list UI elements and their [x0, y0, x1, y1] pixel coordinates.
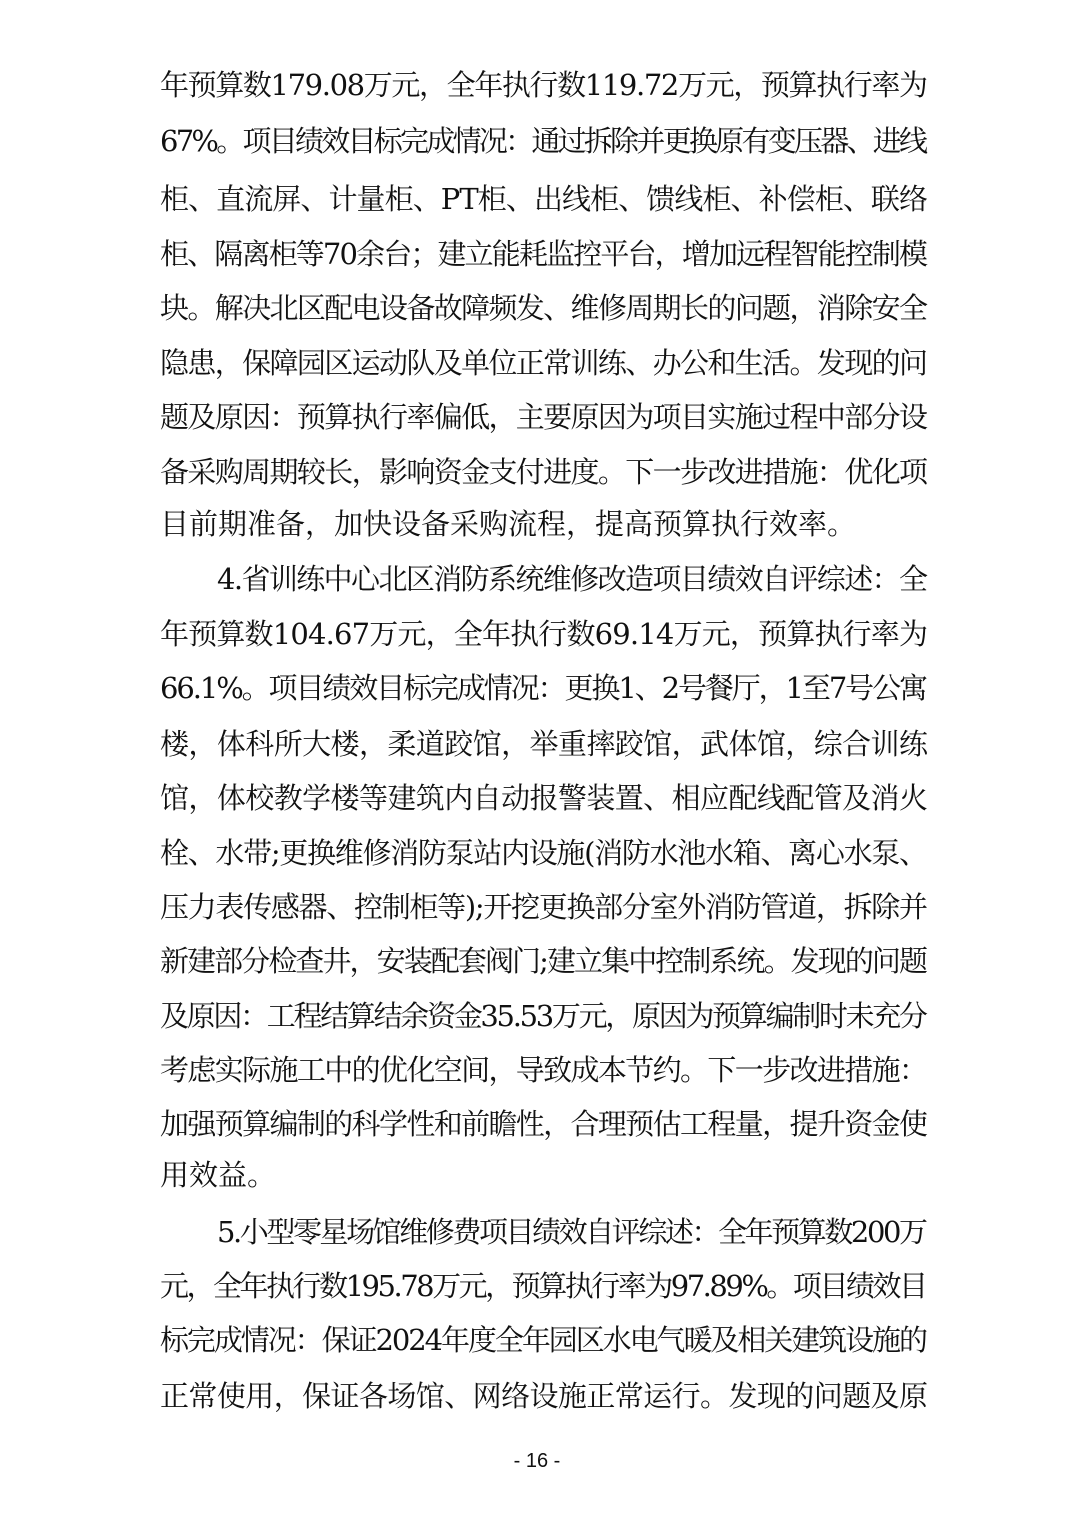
text-line-content: 4.省训练中心北区消防系统维修改造项目绩效自评综述：全 — [217, 562, 927, 596]
text-line-content: 正常使用，保证各场馆、网络设施正常运行。发现的问题及原 — [160, 1379, 928, 1413]
text-line-content: 标完成情况：保证2024年度全年园区水电气暖及相关建筑设施的 — [160, 1323, 926, 1357]
text-line — [0, 1043, 1074, 1097]
text-line-content: 栓、水带;更换维修消防泵站内设施(消防水池水箱、离心水泵、 — [160, 836, 927, 870]
text-line — [0, 717, 1074, 771]
text-line — [0, 227, 1074, 281]
text-line-content: 压力表传感器、控制柜等);开挖更换部分室外消防管道，拆除并 — [160, 890, 927, 924]
text-line-content: 66.1%。项目绩效目标完成情况：更换1、2号餐厅，1至7号公寓 — [160, 671, 926, 705]
text-line-content: 加强预算编制的科学性和前瞻性，合理预估工程量，提升资金使 — [160, 1107, 927, 1141]
text-line — [0, 826, 1074, 880]
text-line-content: 柜、直流屏、计量柜、PT柜、出线柜、馈线柜、补偿柜、联络 — [160, 182, 928, 216]
text-line — [0, 552, 1074, 606]
text-line — [0, 336, 1074, 390]
text-line-content: 67%。项目绩效目标完成情况：通过拆除并更换原有变压器、进线 — [160, 124, 926, 158]
text-line — [0, 880, 1074, 934]
text-line — [0, 445, 1074, 499]
text-line-content: 考虑实际施工中的优化空间，导致成本节约。下一步改进措施： — [160, 1053, 927, 1087]
text-line — [0, 172, 1074, 226]
text-line — [0, 1313, 1074, 1367]
text-line-content: 备采购周期较长，影响资金支付进度。下一步改进措施：优化项 — [160, 455, 927, 489]
text-line — [0, 114, 1074, 168]
text-line — [0, 58, 1074, 112]
text-line — [0, 1205, 1074, 1259]
text-line-content: 楼，体科所大楼，柔道跤馆，举重摔跤馆，武体馆，综合训练 — [160, 727, 928, 761]
page-number: - 16 - — [513, 1450, 561, 1472]
text-line — [0, 1259, 1074, 1313]
text-line — [0, 934, 1074, 988]
text-line-content: 5.小型零星场馆维修费项目绩效自评综述：全年预算数200万 — [217, 1215, 926, 1249]
text-line-content: 新建部分检查井，安装配套阀门;建立集中控制系统。发现的问题 — [160, 944, 927, 978]
text-line — [0, 607, 1074, 661]
text-line-content: 年预算数104.67万元，全年执行数69.14万元，预算执行率为 — [160, 617, 928, 651]
text-line-content: 目前期准备，加快设备采购流程，提高预算执行效率。 — [160, 507, 857, 541]
text-line-content: 题及原因：预算执行率偏低，主要原因为项目实施过程中部分设 — [160, 400, 927, 434]
text-line-content: 及原因：工程结算结余资金35.53万元，原因为预算编制时未充分 — [160, 999, 926, 1033]
text-line — [0, 390, 1074, 444]
text-line-content: 块。解决北区配电设备故障频发、维修周期长的问题，消除安全 — [160, 291, 927, 325]
text-line — [0, 661, 1074, 715]
text-line-content: 隐患，保障园区运动队及单位正常训练、办公和生活。发现的问 — [160, 346, 927, 380]
text-line — [0, 497, 1074, 551]
text-line-content: 年预算数179.08万元，全年执行数119.72万元，预算执行率为 — [160, 68, 927, 102]
text-line-content: 元，全年执行数195.78万元，预算执行率为97.89%。项目绩效目 — [160, 1269, 926, 1303]
text-line — [0, 771, 1074, 825]
text-line — [0, 281, 1074, 335]
text-line — [0, 1097, 1074, 1151]
text-line — [0, 989, 1074, 1043]
text-line — [0, 1148, 1074, 1202]
text-line-content: 用效益。 — [160, 1158, 277, 1192]
text-line — [0, 1369, 1074, 1423]
text-line-content: 柜、隔离柜等70余台；建立能耗监控平台，增加远程智能控制模 — [160, 237, 927, 271]
text-line-content: 馆，体校教学楼等建筑内自动报警装置、相应配线配管及消火 — [160, 781, 928, 815]
